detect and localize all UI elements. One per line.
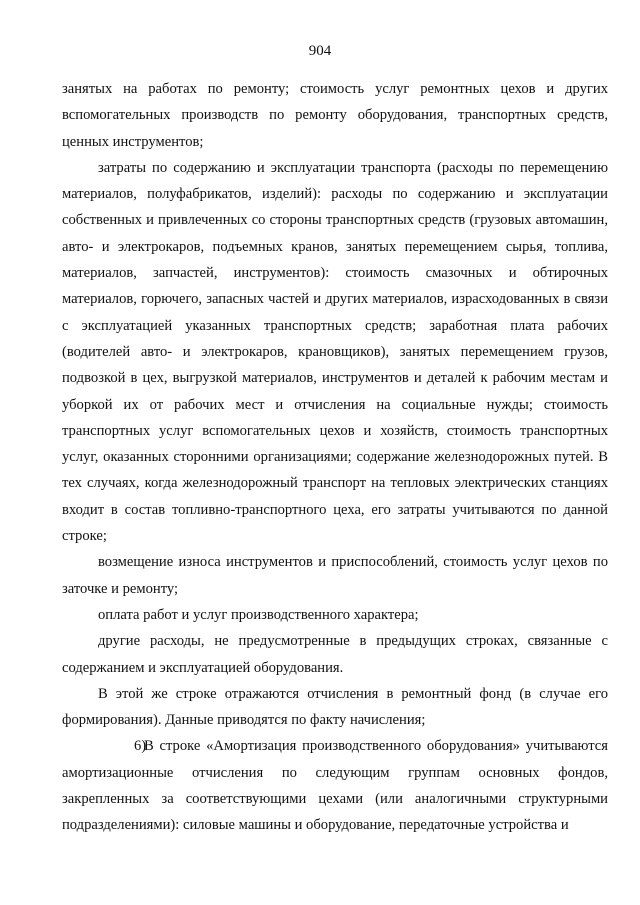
list-item-text: В строке «Амортизация производственного оборудования» учитываются амортизационные отчисления по следующим группам основных фондов, закрепленных за соответствующими цехами (или аналогичными структурными подразделениями): силовые машины и оборудование, передаточные устройства и: [62, 738, 608, 834]
list-item-6: [62, 733, 608, 838]
document-body: [62, 76, 608, 839]
paragraph-other-expenses: другие расходы, не предусмотренные в предыдущих строках, связанные с содержанием и эксплуатацией оборудования.: [62, 633, 608, 676]
paragraph-production-services: оплата работ и услуг производственного характера;: [98, 606, 419, 623]
paragraph-continuation: занятых на работах по ремонту; стоимость услуг ремонтных цехов и других вспомогательных производств по ремонту оборудования, транспортных средств, ценных инструментов;: [62, 81, 608, 150]
paragraph-tool-wear: возмещение износа инструментов и приспособлений, стоимость услуг цехов по заточке и ремонту;: [62, 554, 608, 597]
paragraph-repair-fund: В этой же строке отражаются отчисления в ремонтный фонд (в случае его формирования). Данные приводятся по факту начисления;: [62, 685, 608, 729]
page-number: 904: [308, 43, 332, 59]
list-item-number: 6): [134, 738, 147, 755]
paragraph-transport-costs: затраты по содержанию и эксплуатации транспорта (расходы по перемещению материалов, полуфабрикатов, изделий): расходы по содержанию и эксплуатации собственных и привлеченных со стороны транспортных средств (грузовых автомашин, авто- и электрокаров, подъемных кранов, занятых перемещением сырья, топлива, материалов, запчастей, инструментов): стоимость смазочных и обтирочных материалов, горючего, запасных частей и других материалов, израсходованных в связи с эксплуатацией указанных транспортных средств; заработная плата рабочих (водителей авто- и электрокаров, крановщиков), занятых перемещением грузов, подвозкой в цех, выгрузкой материалов, инструментов и деталей к рабочим местам и уборкой их от рабочих мест и отчисления на социальные нужды; стоимость транспортных услуг вспомогательных цехов и хозяйств, стоимость транспортных услуг, оказанных сторонними организациями; содержание железнодорожных путей. В тех случаях, когда железнодорожный транспорт на тепловых электрических станциях входит в состав топливно-транспортного цеха, его затраты учитываются по данной строке;: [62, 159, 608, 545]
